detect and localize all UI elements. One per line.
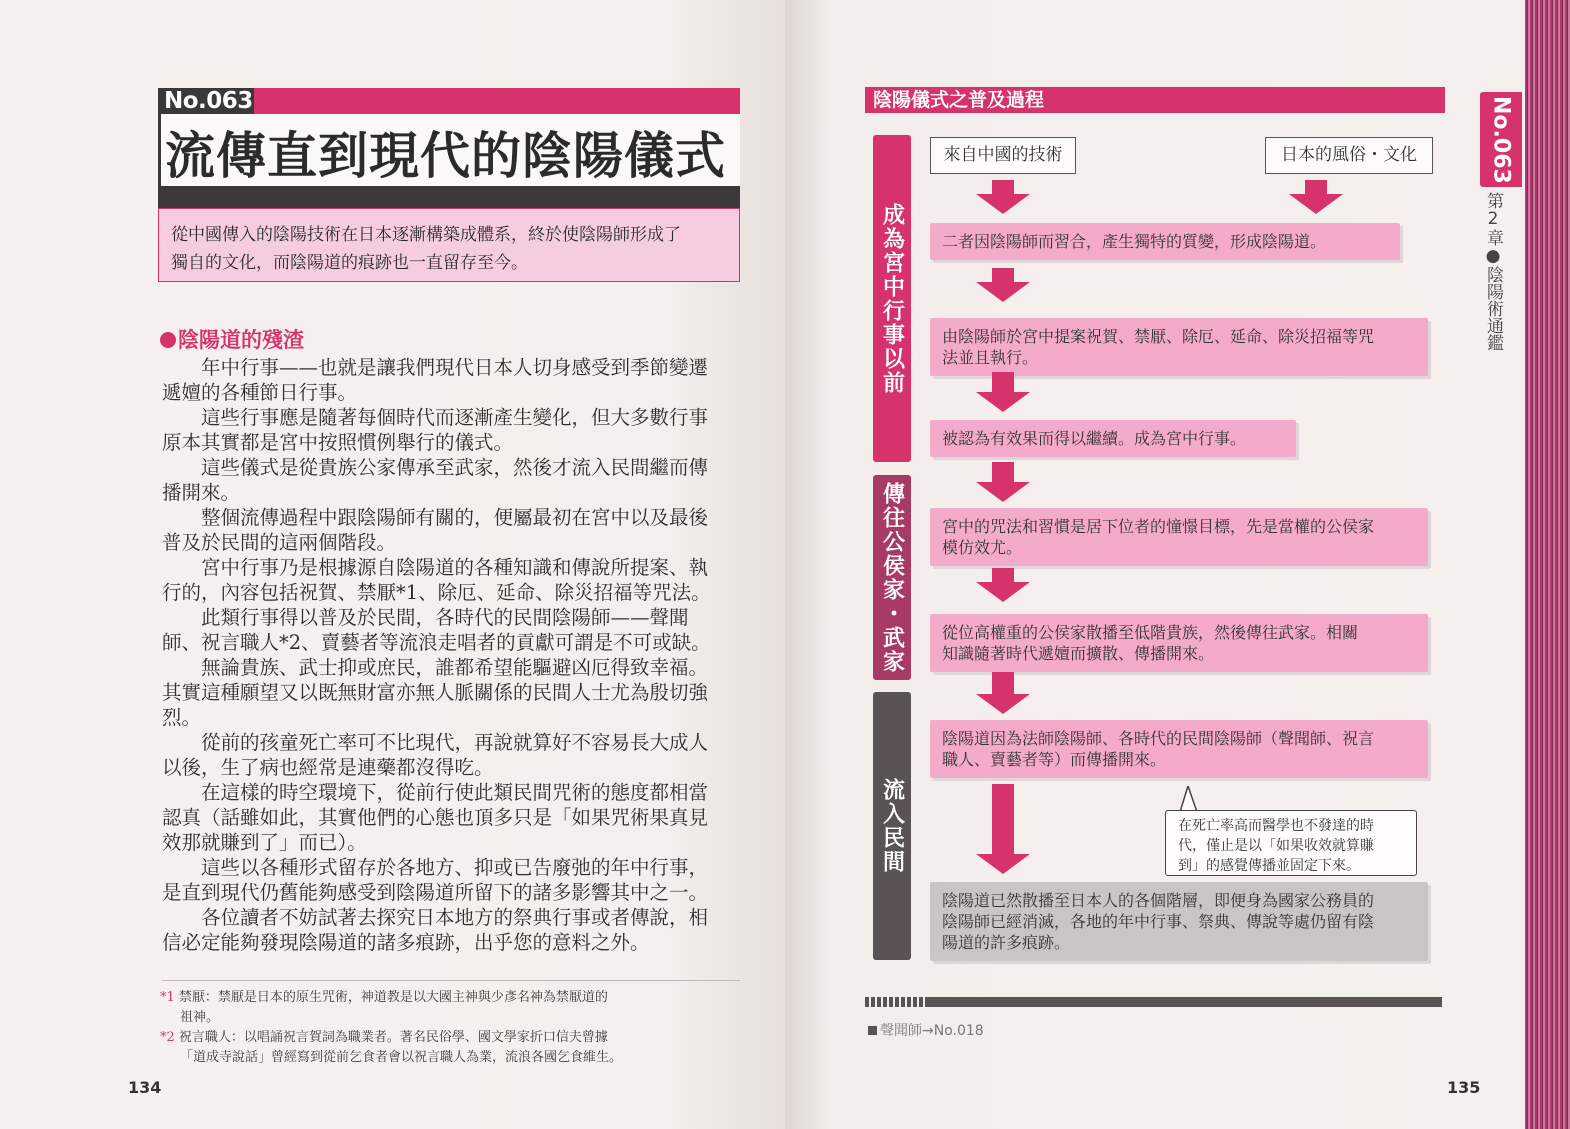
page-number-left: 134 bbox=[128, 1078, 162, 1097]
summary-line: 從中國傳入的陰陽技術在日本逐漸構築成體系，終於使陰陽師形成了 bbox=[171, 225, 681, 245]
body-paragraph bbox=[162, 505, 747, 555]
footnote bbox=[160, 988, 745, 1028]
body-paragraph bbox=[162, 780, 747, 855]
flow-step-line: 由陰陽師於宮中提案祝賀、禁厭、除厄、延命、除災招福等咒 bbox=[942, 327, 1375, 346]
stage-label-folk: 流入民間 bbox=[873, 692, 911, 960]
flow-step-line: 宮中的咒法和習慣是居下位者的憧憬目標，先是當權的公侯家 bbox=[942, 517, 1375, 536]
body-paragraph bbox=[162, 355, 747, 405]
flow-step-line: 陰陽道已然散播至日本人的各個階層，即便身為國家公務員的 bbox=[942, 891, 1375, 910]
body-paragraph bbox=[162, 405, 747, 455]
flow-step bbox=[930, 420, 1296, 457]
body-line: 這些儀式是從貴族公家傳承至武家，然後才流入民間繼而傳 bbox=[201, 456, 709, 479]
section-heading-text: 陰陽道的殘渣 bbox=[178, 328, 304, 352]
footnote-line: 「道成寺說話」曾經寫到從前乞食者會以祝言職人為業，流浪各國乞食維生。 bbox=[180, 1050, 623, 1065]
callout-note bbox=[1165, 810, 1417, 876]
body-line: 這些以各種形式留存於各地方、抑或已告廢弛的年中行事， bbox=[201, 856, 709, 879]
footnote-line: 祖神。 bbox=[180, 1010, 220, 1025]
body-line: 行的，內容包括祝賀、禁厭*1、除厄、延命、除災招福等咒法。 bbox=[162, 581, 711, 604]
flow-step bbox=[930, 508, 1428, 566]
body-line: 在這樣的時空環境下，從前行使此類民間咒術的態度都相當 bbox=[201, 781, 709, 804]
section-heading bbox=[160, 324, 304, 354]
flow-step bbox=[930, 318, 1428, 376]
body-line: 效那就賺到了」而已）。 bbox=[162, 831, 367, 854]
square-bullet-icon bbox=[868, 1026, 877, 1035]
footnote-mark: *2 bbox=[160, 1030, 175, 1045]
body-line: 各位讀者不妨試著去探究日本地方的祭典行事或者傳說，相 bbox=[201, 906, 709, 929]
body-line: 其實這種願望又以既無財富亦無人脈關係的民間人士尤為殷切強 bbox=[162, 681, 709, 704]
body-line: 從前的孩童死亡率可不比現代，再說就算好不容易長大成人 bbox=[201, 731, 709, 754]
footer-rule bbox=[865, 997, 1442, 1007]
flow-step bbox=[930, 614, 1428, 672]
summary-line: 獨自的文化，而陰陽道的痕跡也一直留存至今。 bbox=[171, 253, 528, 273]
source-box-japan: 日本的風俗・文化 bbox=[1265, 137, 1433, 174]
footer-rule-ticks bbox=[865, 997, 925, 1007]
flow-step bbox=[930, 223, 1400, 260]
body-line: 烈。 bbox=[162, 706, 202, 729]
body-paragraph bbox=[162, 605, 747, 655]
cross-reference bbox=[868, 1020, 984, 1040]
body-line: 遞嬗的各種節日行事。 bbox=[162, 381, 358, 404]
cross-reference-text: 聲聞師→No.018 bbox=[880, 1023, 984, 1039]
body-line: 此類行事得以普及於民間，各時代的民間陰陽師——聲聞 bbox=[201, 606, 689, 629]
stage-label-nobility: 傳往公侯家・武家 bbox=[873, 475, 911, 680]
title-bottom-bar bbox=[158, 186, 740, 208]
callout-tail-icon bbox=[1178, 786, 1198, 812]
body-line: 宮中行事乃是根據源自陰陽道的各種知識和傳說所提案、執 bbox=[201, 556, 709, 579]
footnote bbox=[160, 1028, 745, 1068]
flow-step-line: 陰陽師已經消滅，各地的年中行事、祭典、傳說等處仍留有陰 bbox=[942, 912, 1375, 931]
stage-label-court: 成為宮中行事以前 bbox=[873, 135, 911, 462]
flowchart-title: 陰陽儀式之普及過程 bbox=[865, 87, 1445, 113]
body-line: 這些行事應是隨著每個時代而逐漸產生變化，但大多數行事 bbox=[201, 406, 709, 429]
body-line: 信必定能夠發現陰陽道的諸多痕跡，出乎您的意料之外。 bbox=[162, 931, 650, 954]
callout-line: 在死亡率高而醫學也不發達的時 bbox=[1178, 818, 1374, 834]
body-line: 原本其實都是宮中按照慣例舉行的儀式。 bbox=[162, 431, 514, 454]
body-line: 師、祝言職人*2、賣藝者等流浪走唱者的貢獻可謂是不可或缺。 bbox=[162, 631, 711, 654]
summary-box bbox=[158, 208, 740, 282]
body-text bbox=[162, 355, 747, 955]
flow-step-line: 陽道的許多痕跡。 bbox=[942, 933, 1071, 952]
callout-line: 代，僅止是以「如果收效就算賺 bbox=[1178, 838, 1374, 854]
body-line: 播開來。 bbox=[162, 481, 241, 504]
flow-step-line: 從位高權重的公侯家散播至低階貴族，然後傳往武家。相關 bbox=[942, 623, 1359, 642]
footnotes bbox=[160, 988, 745, 1068]
body-line: 以後，生了病也經常是連藥都沒得吃。 bbox=[162, 756, 494, 779]
flow-step-line: 法並且執行。 bbox=[942, 348, 1039, 367]
flow-step-line: 二者因陰陽師而習合，產生獨特的質變，形成陰陽道。 bbox=[942, 232, 1327, 251]
body-paragraph bbox=[162, 655, 747, 730]
page-number-right: 135 bbox=[1447, 1078, 1481, 1097]
body-line: 普及於民間的這兩個階段。 bbox=[162, 531, 397, 554]
body-line: 年中行事——也就是讓我們現代日本人切身感受到季節變遷 bbox=[201, 356, 709, 379]
flow-step-line: 被認為有效果而得以繼續。成為宮中行事。 bbox=[942, 429, 1247, 448]
book-page-edge bbox=[1525, 0, 1570, 1129]
body-paragraph bbox=[162, 730, 747, 780]
side-tab-entry-number: No.063 bbox=[1480, 92, 1522, 187]
body-line: 認真（話雖如此，其實他們的心態也頂多只是「如果咒術果真見 bbox=[162, 806, 709, 829]
callout-line: 到」的感覺傳播並固定下來。 bbox=[1178, 858, 1360, 874]
entry-number: No.063 bbox=[158, 88, 254, 114]
body-paragraph bbox=[162, 855, 747, 905]
flow-step-line: 職人、賣藝者等）而傳播開來。 bbox=[942, 750, 1167, 769]
source-box-china: 來自中國的技術 bbox=[930, 137, 1076, 174]
page-title: 流傳直到現代的陰陽儀式 bbox=[165, 127, 726, 185]
body-paragraph bbox=[162, 555, 747, 605]
footnote-line: 祝言職人：以唱誦祝言賀詞為職業者。著名民俗學、國文學家折口信夫曾據 bbox=[178, 1030, 608, 1045]
flow-step-line: 模仿效尤。 bbox=[942, 538, 1023, 557]
footnote-line: 禁厭：禁厭是日本的原生咒術，神道教是以大國主神與少彥名神為禁厭道的 bbox=[178, 990, 608, 1005]
body-paragraph bbox=[162, 905, 747, 955]
footnote-mark: *1 bbox=[160, 990, 175, 1005]
footnote-divider bbox=[162, 980, 740, 981]
flow-step bbox=[930, 882, 1428, 961]
side-tab-chapter: 第2章●陰陽術通鑑 bbox=[1483, 192, 1503, 351]
body-line: 整個流傳過程中跟陰陽師有關的，便屬最初在宮中以及最後 bbox=[201, 506, 709, 529]
body-line: 是直到現代仍舊能夠感受到陰陽道所留下的諸多影響其中之一。 bbox=[162, 881, 709, 904]
flow-step-line: 知識隨著時代遞嬗而擴散、傳播開來。 bbox=[942, 644, 1215, 663]
body-paragraph bbox=[162, 455, 747, 505]
bullet-dot-icon bbox=[160, 332, 176, 348]
body-line: 無論貴族、武士抑或庶民，誰都希望能驅避凶厄得致幸福。 bbox=[201, 656, 709, 679]
flow-step bbox=[930, 720, 1428, 778]
flow-step-line: 陰陽道因為法師陰陽師、各時代的民間陰陽師（聲聞師、祝言 bbox=[942, 729, 1375, 748]
entry-number-bar bbox=[254, 88, 740, 114]
